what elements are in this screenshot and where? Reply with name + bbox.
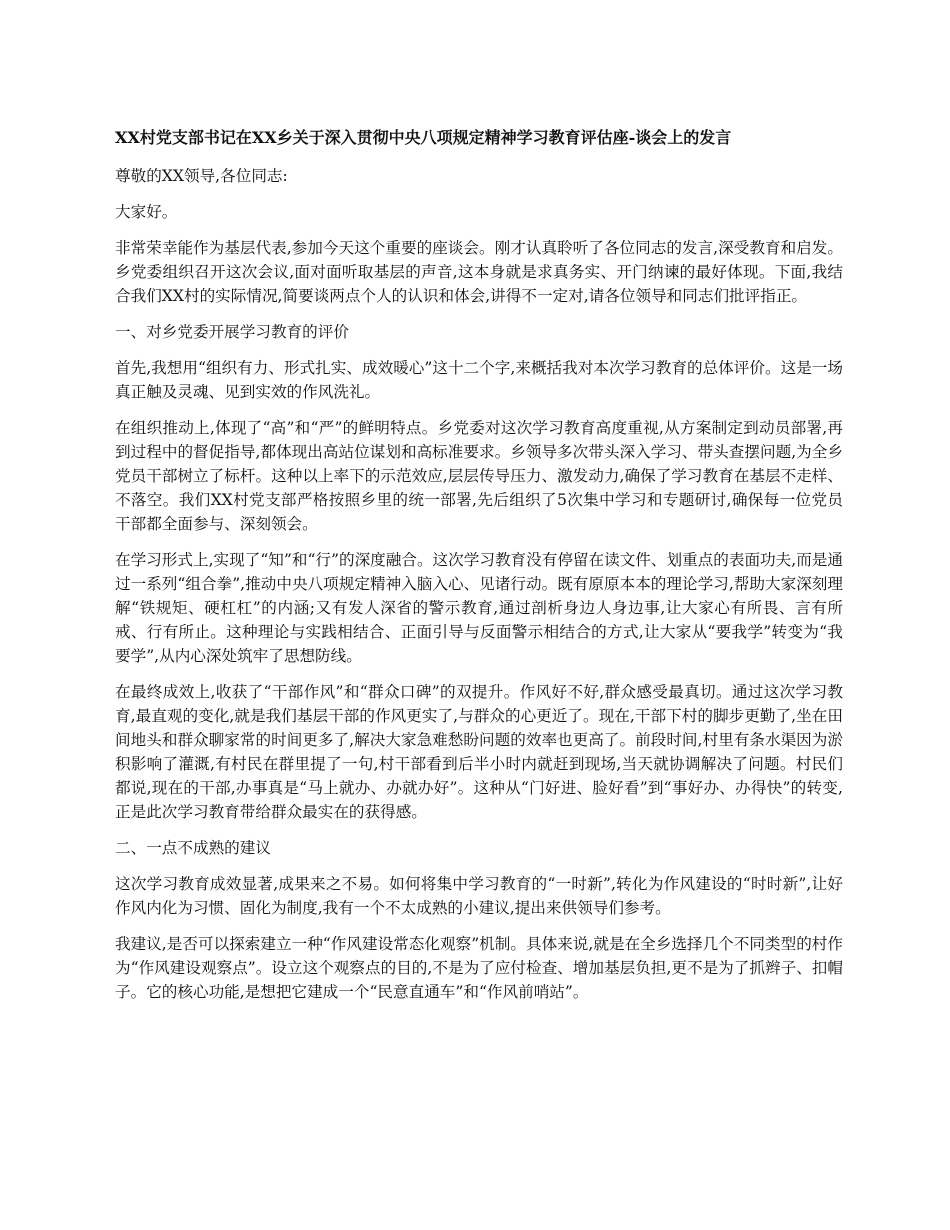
greeting: 大家好。 bbox=[115, 203, 178, 221]
section-heading-2: 二、一点不成熟的建议 bbox=[115, 839, 271, 857]
section-heading-1: 一、对乡党委开展学习教育的评价 bbox=[115, 323, 349, 341]
paragraph-suggestion-intro: 这次学习教育成效显著,成果来之不易。如何将集中学习教育的“一时新”,转化为作风建设的“时时新”,让好作风内化为习惯、固化为制度,我有一个不太成熟的小建议,提出来供领导们参考。 bbox=[115, 875, 843, 917]
paragraph-overall-evaluation: 首先,我想用“组织有力、形式扎实、成效暖心”这十二个字,来概括我对本次学习教育的总体评价。这是一场真正触及灵魂、见到实效的作风洗礼。 bbox=[115, 359, 843, 401]
document-body bbox=[115, 126, 843, 1016]
salutation: 尊敬的XX领导,各位同志: bbox=[115, 167, 288, 185]
paragraph-intro: 非常荣幸能作为基层代表,参加今天这个重要的座谈会。刚才认真聆听了各位同志的发言,深受教育和启发。乡党委组织召开这次会议,面对面听取基层的声音,这本身就是求真务实、开门纳谏的最好体现。下面,我结合我们XX村的实际情况,简要谈两点个人的认识和体会,讲得不一定对,请各位领导和同志们批评指正。 bbox=[115, 239, 843, 305]
document-title: XX村党支部书记在XX乡关于深入贯彻中央八项规定精神学习教育评估座-谈会上的发言 bbox=[115, 128, 732, 147]
paragraph-organization: 在组织推动上,体现了“高”和“严”的鲜明特点。乡党委对这次学习教育高度重视,从方案制定到动员部署,再到过程中的督促指导,都体现出高站位谋划和高标准要求。乡领导多次带头深入学习、带头查摆问题,为全乡党员干部树立了标杆。这种以上率下的示范效应,层层传导压力、激发动力,确保了学习教育在基层不走样、不落空。我们XX村党支部严格按照乡里的统一部署,先后组织了5次集中学习和专题研讨,确保每一位党员干部都全面参与、深刻领会。 bbox=[115, 419, 843, 533]
paragraph-results: 在最终成效上,收获了“干部作风”和“群众口碑”的双提升。作风好不好,群众感受最真切。通过这次学习教育,最直观的变化,就是我们基层干部的作风更实了,与群众的心更近了。现在,干部下村的脚步更勤了,坐在田间地头和群众聊家常的时间更多了,解决大家急难愁盼问题的效率也更高了。前段时间,村里有条水渠因为淤积影响了灌溉,有村民在群里提了一句,村干部看到后半小时内就赶到现场,当天就协调解决了问题。村民们都说,现在的干部,办事真是“马上就办、办就办好”。这种从“门好进、脸好看”到“事好办、办得快”的转变,正是此次学习教育带给群众最实在的获得感。 bbox=[115, 683, 843, 821]
paragraph-suggestion-detail: 我建议,是否可以探索建立一种“作风建设常态化观察”机制。具体来说,就是在全乡选择几个不同类型的村作为“作风建设观察点”。设立这个观察点的目的,不是为了应付检查、增加基层负担,更不是为了抓辫子、扣帽子。它的核心功能,是想把它建成一个“民意直通车”和“作风前哨站”。 bbox=[115, 935, 843, 1001]
paragraph-learning-form: 在学习形式上,实现了“知”和“行”的深度融合。这次学习教育没有停留在读文件、划重点的表面功夫,而是通过一系列“组合拳”,推动中央八项规定精神入脑入心、见诸行动。既有原原本本的理论学习,帮助大家深刻理解“铁规矩、硬杠杠”的内涵;又有发人深省的警示教育,通过剖析身边人身边事,让大家心有所畏、言有所戒、行有所止。这种理论与实践相结合、正面引导与反面警示相结合的方式,让大家从“要我学”转变为“我要学”,从内心深处筑牢了思想防线。 bbox=[115, 551, 843, 665]
